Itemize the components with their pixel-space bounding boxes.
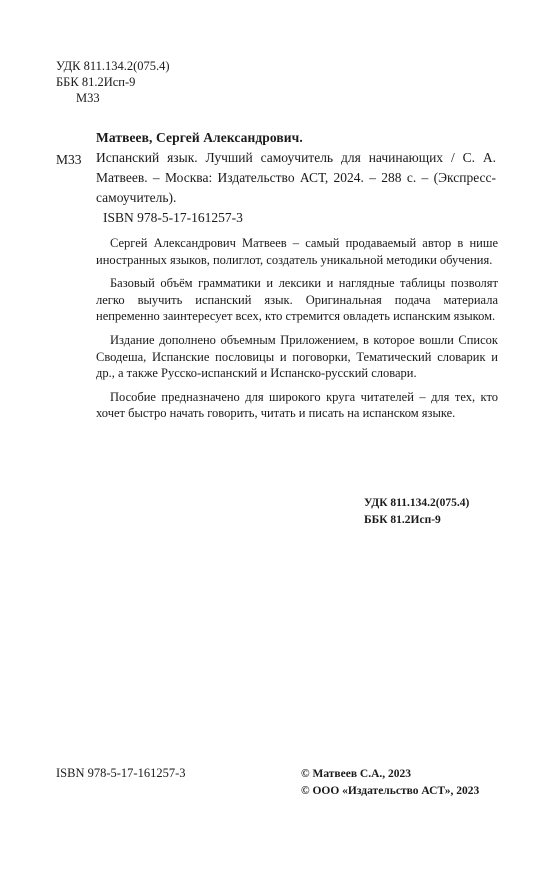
footer-isbn: ISBN 978-5-17-161257-3 bbox=[56, 766, 186, 780]
annotation-paragraph: Издание дополнено объемным Приложением, в которое вошли Список Сводеша, Испанские пословицы и поговорки, Тематический словарик и др., а также Русско-испанский и Испанско-русский словари. bbox=[96, 332, 498, 381]
udk-code: УДК 811.134.2(075.4) bbox=[56, 59, 170, 73]
annotation bbox=[96, 235, 498, 429]
bbk-code: ББК 81.2Исп-9 bbox=[56, 75, 136, 89]
record-author: Матвеев, Сергей Александрович. bbox=[96, 130, 303, 145]
udk-code-right: УДК 811.134.2(075.4) bbox=[364, 497, 470, 509]
author-mark: М33 bbox=[76, 91, 100, 105]
copyright-block bbox=[301, 766, 479, 800]
annotation-paragraph: Сергей Александрович Матвеев – самый продаваемый автор в нише иностранных языков, полиглот, создатель уникальной методики обучения. bbox=[96, 236, 498, 267]
copyright-publisher: © ООО «Издательство АСТ», 2023 bbox=[301, 785, 480, 797]
record-isbn: ISBN 978-5-17-161257-3 bbox=[103, 210, 243, 225]
record-author-mark: М33 bbox=[56, 152, 82, 167]
bbk-code-right: ББК 81.2Исп-9 bbox=[364, 514, 441, 526]
title-entry: Испанский язык. Лучший самоучитель для начинающих / С. А. Матвеев. – Москва: Издательство АСТ, 2024. – 288 с. – (Экспресс-самоучитель). bbox=[96, 150, 496, 205]
bibliographic-entry bbox=[96, 148, 496, 208]
right-classification-codes bbox=[364, 495, 469, 529]
classification-codes bbox=[56, 58, 170, 106]
annotation-paragraph: Базовый объём грамматики и лексики и наглядные таблицы позволят легко выучить испанский язык. Оригинальная подача материала непременно заинтересует всех, кто стремится овладеть испанским языком. bbox=[96, 276, 498, 324]
annotation-paragraph: Пособие предназначено для широкого круга читателей – для тех, кто хочет быстро начать говорить, читать и писать на испанском языке. bbox=[96, 389, 498, 421]
copyright-author: © Матвеев С.А., 2023 bbox=[301, 768, 412, 780]
